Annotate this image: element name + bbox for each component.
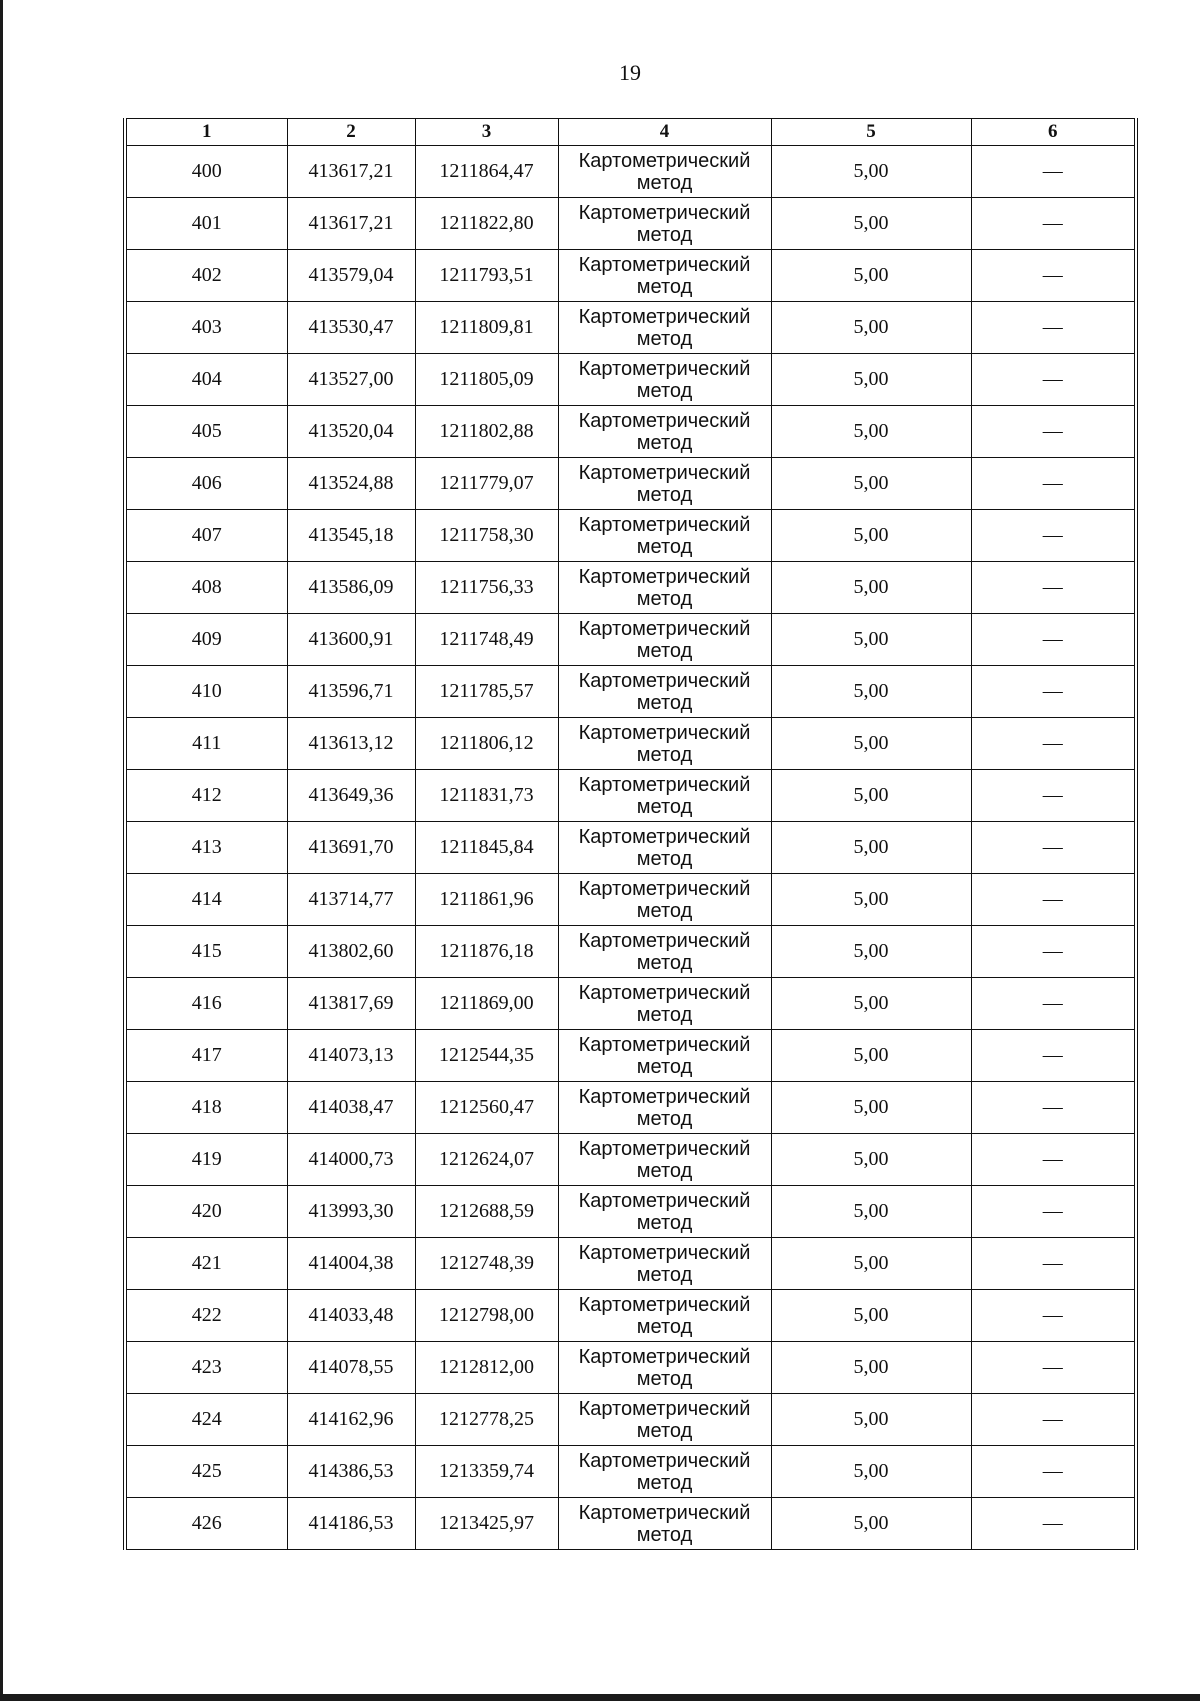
table-row <box>125 562 1136 614</box>
method-text: Картометрический <box>578 1293 751 1316</box>
x-coordinate-cell: 414038,47 <box>287 1082 415 1134</box>
method-cell <box>558 1342 771 1394</box>
table-row <box>125 822 1136 874</box>
y-coordinate-cell: 1211831,73 <box>415 770 558 822</box>
method-text: Картометрический <box>578 1501 751 1524</box>
note-cell: — <box>971 718 1136 770</box>
point-number-cell: 421 <box>125 1238 287 1290</box>
page-number: 19 <box>619 60 641 85</box>
accuracy-cell: 5,00 <box>771 302 971 354</box>
method-cell <box>558 1498 771 1550</box>
point-number-cell: 414 <box>125 874 287 926</box>
method-text: Картометрический <box>578 773 751 796</box>
method-cell <box>558 406 771 458</box>
x-coordinate-cell: 413530,47 <box>287 302 415 354</box>
point-number-cell: 424 <box>125 1394 287 1446</box>
accuracy-cell: 5,00 <box>771 1446 971 1498</box>
y-coordinate-cell: 1211869,00 <box>415 978 558 1030</box>
method-cell <box>558 718 771 770</box>
accuracy-cell: 5,00 <box>771 770 971 822</box>
method-cell <box>558 770 771 822</box>
x-coordinate-cell: 414000,73 <box>287 1134 415 1186</box>
x-coordinate-cell: 414186,53 <box>287 1498 415 1550</box>
accuracy-cell: 5,00 <box>771 1134 971 1186</box>
y-coordinate-cell: 1212624,07 <box>415 1134 558 1186</box>
method-cell <box>558 1394 771 1446</box>
method-text: метод <box>636 691 693 714</box>
y-coordinate-cell: 1211864,47 <box>415 146 558 198</box>
accuracy-cell: 5,00 <box>771 250 971 302</box>
table-row <box>125 718 1136 770</box>
method-cell <box>558 302 771 354</box>
accuracy-cell: 5,00 <box>771 666 971 718</box>
table-row <box>125 926 1136 978</box>
method-text: метод <box>636 795 693 818</box>
table-row <box>125 666 1136 718</box>
method-cell <box>558 1134 771 1186</box>
column-header: 5 <box>771 119 971 146</box>
method-text: Картометрический <box>578 1449 751 1472</box>
table-row <box>125 250 1136 302</box>
y-coordinate-cell: 1211861,96 <box>415 874 558 926</box>
point-number-cell: 417 <box>125 1030 287 1082</box>
method-cell <box>558 614 771 666</box>
x-coordinate-cell: 414078,55 <box>287 1342 415 1394</box>
table-row <box>125 1342 1136 1394</box>
accuracy-cell: 5,00 <box>771 458 971 510</box>
point-number-cell: 409 <box>125 614 287 666</box>
method-text: Картометрический <box>578 409 751 432</box>
x-coordinate-cell: 413817,69 <box>287 978 415 1030</box>
point-number-cell: 410 <box>125 666 287 718</box>
method-text: Картометрический <box>578 929 751 952</box>
note-cell: — <box>971 510 1136 562</box>
accuracy-cell: 5,00 <box>771 354 971 406</box>
accuracy-cell: 5,00 <box>771 718 971 770</box>
accuracy-cell: 5,00 <box>771 978 971 1030</box>
method-cell <box>558 978 771 1030</box>
method-cell <box>558 1082 771 1134</box>
point-number-cell: 406 <box>125 458 287 510</box>
y-coordinate-cell: 1211756,33 <box>415 562 558 614</box>
method-text: Картометрический <box>578 825 751 848</box>
table-row <box>125 1290 1136 1342</box>
y-coordinate-cell: 1212748,39 <box>415 1238 558 1290</box>
method-cell <box>558 822 771 874</box>
method-text: метод <box>636 1367 693 1390</box>
x-coordinate-cell: 413579,04 <box>287 250 415 302</box>
point-number-cell: 412 <box>125 770 287 822</box>
y-coordinate-cell: 1213359,74 <box>415 1446 558 1498</box>
note-cell: — <box>971 1186 1136 1238</box>
y-coordinate-cell: 1211748,49 <box>415 614 558 666</box>
method-text: метод <box>636 535 693 558</box>
method-cell <box>558 1030 771 1082</box>
method-text: Картометрический <box>578 513 751 536</box>
y-coordinate-cell: 1211779,07 <box>415 458 558 510</box>
point-number-cell: 408 <box>125 562 287 614</box>
method-text: Картометрический <box>578 149 751 172</box>
point-number-cell: 401 <box>125 198 287 250</box>
table-row <box>125 770 1136 822</box>
y-coordinate-cell: 1211758,30 <box>415 510 558 562</box>
accuracy-cell: 5,00 <box>771 1290 971 1342</box>
note-cell: — <box>971 562 1136 614</box>
y-coordinate-cell: 1211805,09 <box>415 354 558 406</box>
x-coordinate-cell: 413617,21 <box>287 198 415 250</box>
method-text: метод <box>636 483 693 506</box>
note-cell: — <box>971 874 1136 926</box>
table-row <box>125 458 1136 510</box>
table-row <box>125 1394 1136 1446</box>
note-cell: — <box>971 250 1136 302</box>
point-number-cell: 426 <box>125 1498 287 1550</box>
note-cell: — <box>971 1030 1136 1082</box>
y-coordinate-cell: 1212778,25 <box>415 1394 558 1446</box>
method-text: метод <box>636 847 693 870</box>
method-text: Картометрический <box>578 1345 751 1368</box>
method-text: метод <box>636 1003 693 1026</box>
table-row <box>125 302 1136 354</box>
accuracy-cell: 5,00 <box>771 1498 971 1550</box>
accuracy-cell: 5,00 <box>771 874 971 926</box>
table-body <box>125 146 1136 1550</box>
table-row <box>125 1134 1136 1186</box>
note-cell: — <box>971 666 1136 718</box>
method-text: метод <box>636 1159 693 1182</box>
point-number-cell: 416 <box>125 978 287 1030</box>
y-coordinate-cell: 1211793,51 <box>415 250 558 302</box>
y-coordinate-cell: 1211806,12 <box>415 718 558 770</box>
x-coordinate-cell: 413586,09 <box>287 562 415 614</box>
coordinates-table <box>123 118 1138 1550</box>
note-cell: — <box>971 1134 1136 1186</box>
accuracy-cell: 5,00 <box>771 926 971 978</box>
note-cell: — <box>971 978 1136 1030</box>
method-cell <box>558 562 771 614</box>
point-number-cell: 403 <box>125 302 287 354</box>
point-number-cell: 407 <box>125 510 287 562</box>
point-number-cell: 405 <box>125 406 287 458</box>
method-text: Картометрический <box>578 253 751 276</box>
method-text: метод <box>636 1055 693 1078</box>
method-text: метод <box>636 639 693 662</box>
method-cell <box>558 1238 771 1290</box>
x-coordinate-cell: 413527,00 <box>287 354 415 406</box>
column-header: 4 <box>558 119 771 146</box>
y-coordinate-cell: 1213425,97 <box>415 1498 558 1550</box>
method-text: метод <box>636 951 693 974</box>
note-cell: — <box>971 1238 1136 1290</box>
y-coordinate-cell: 1212798,00 <box>415 1290 558 1342</box>
method-cell <box>558 198 771 250</box>
accuracy-cell: 5,00 <box>771 198 971 250</box>
accuracy-cell: 5,00 <box>771 406 971 458</box>
table-row <box>125 1498 1136 1550</box>
note-cell: — <box>971 1082 1136 1134</box>
x-coordinate-cell: 413617,21 <box>287 146 415 198</box>
method-text: Картометрический <box>578 1085 751 1108</box>
point-number-cell: 402 <box>125 250 287 302</box>
accuracy-cell: 5,00 <box>771 1394 971 1446</box>
method-text: метод <box>636 1263 693 1286</box>
x-coordinate-cell: 414386,53 <box>287 1446 415 1498</box>
y-coordinate-cell: 1211876,18 <box>415 926 558 978</box>
point-number-cell: 404 <box>125 354 287 406</box>
x-coordinate-cell: 414162,96 <box>287 1394 415 1446</box>
table-row <box>125 1030 1136 1082</box>
note-cell: — <box>971 406 1136 458</box>
point-number-cell: 418 <box>125 1082 287 1134</box>
note-cell: — <box>971 614 1136 666</box>
table-row <box>125 1082 1136 1134</box>
table-row <box>125 354 1136 406</box>
table-row <box>125 1238 1136 1290</box>
accuracy-cell: 5,00 <box>771 1238 971 1290</box>
note-cell: — <box>971 1498 1136 1550</box>
point-number-cell: 419 <box>125 1134 287 1186</box>
point-number-cell: 423 <box>125 1342 287 1394</box>
method-text: Картометрический <box>578 565 751 588</box>
y-coordinate-cell: 1212544,35 <box>415 1030 558 1082</box>
table-row <box>125 510 1136 562</box>
note-cell: — <box>971 770 1136 822</box>
x-coordinate-cell: 414004,38 <box>287 1238 415 1290</box>
method-text: метод <box>636 379 693 402</box>
x-coordinate-cell: 413524,88 <box>287 458 415 510</box>
accuracy-cell: 5,00 <box>771 822 971 874</box>
x-coordinate-cell: 413596,71 <box>287 666 415 718</box>
column-header: 2 <box>287 119 415 146</box>
table-row <box>125 978 1136 1030</box>
method-text: метод <box>636 1315 693 1338</box>
x-coordinate-cell: 413649,36 <box>287 770 415 822</box>
accuracy-cell: 5,00 <box>771 614 971 666</box>
note-cell: — <box>971 302 1136 354</box>
table-header-row <box>125 119 1136 146</box>
accuracy-cell: 5,00 <box>771 146 971 198</box>
method-text: Картометрический <box>578 669 751 692</box>
note-cell: — <box>971 1342 1136 1394</box>
scan-edge-left <box>0 0 3 1701</box>
method-text: метод <box>636 223 693 246</box>
accuracy-cell: 5,00 <box>771 1186 971 1238</box>
method-text: метод <box>636 1523 693 1546</box>
method-text: метод <box>636 1107 693 1130</box>
note-cell: — <box>971 198 1136 250</box>
x-coordinate-cell: 413691,70 <box>287 822 415 874</box>
method-text: метод <box>636 275 693 298</box>
table-row <box>125 198 1136 250</box>
method-text: Картометрический <box>578 617 751 640</box>
x-coordinate-cell: 413993,30 <box>287 1186 415 1238</box>
method-text: метод <box>636 1471 693 1494</box>
method-cell <box>558 250 771 302</box>
y-coordinate-cell: 1211809,81 <box>415 302 558 354</box>
method-cell <box>558 874 771 926</box>
note-cell: — <box>971 1446 1136 1498</box>
note-cell: — <box>971 458 1136 510</box>
x-coordinate-cell: 413600,91 <box>287 614 415 666</box>
y-coordinate-cell: 1211822,80 <box>415 198 558 250</box>
method-text: Картометрический <box>578 981 751 1004</box>
method-text: метод <box>636 587 693 610</box>
method-text: метод <box>636 431 693 454</box>
x-coordinate-cell: 413545,18 <box>287 510 415 562</box>
method-text: Картометрический <box>578 1137 751 1160</box>
table-row <box>125 146 1136 198</box>
note-cell: — <box>971 926 1136 978</box>
method-text: Картометрический <box>578 721 751 744</box>
point-number-cell: 420 <box>125 1186 287 1238</box>
method-text: метод <box>636 1419 693 1442</box>
method-cell <box>558 354 771 406</box>
x-coordinate-cell: 413714,77 <box>287 874 415 926</box>
y-coordinate-cell: 1211785,57 <box>415 666 558 718</box>
method-text: метод <box>636 743 693 766</box>
method-text: метод <box>636 171 693 194</box>
method-text: Картометрический <box>578 201 751 224</box>
y-coordinate-cell: 1212560,47 <box>415 1082 558 1134</box>
method-cell <box>558 926 771 978</box>
method-text: Картометрический <box>578 461 751 484</box>
method-cell <box>558 1446 771 1498</box>
accuracy-cell: 5,00 <box>771 510 971 562</box>
method-text: Картометрический <box>578 305 751 328</box>
note-cell: — <box>971 822 1136 874</box>
y-coordinate-cell: 1212812,00 <box>415 1342 558 1394</box>
scan-edge-bottom <box>0 1694 1200 1701</box>
method-cell <box>558 1290 771 1342</box>
point-number-cell: 411 <box>125 718 287 770</box>
method-text: метод <box>636 327 693 350</box>
table-row <box>125 1446 1136 1498</box>
x-coordinate-cell: 414033,48 <box>287 1290 415 1342</box>
method-cell <box>558 1186 771 1238</box>
x-coordinate-cell: 414073,13 <box>287 1030 415 1082</box>
accuracy-cell: 5,00 <box>771 562 971 614</box>
point-number-cell: 400 <box>125 146 287 198</box>
method-cell <box>558 146 771 198</box>
point-number-cell: 413 <box>125 822 287 874</box>
method-text: Картометрический <box>578 1241 751 1264</box>
table-row <box>125 874 1136 926</box>
point-number-cell: 415 <box>125 926 287 978</box>
accuracy-cell: 5,00 <box>771 1030 971 1082</box>
method-text: метод <box>636 899 693 922</box>
column-header: 3 <box>415 119 558 146</box>
column-header: 1 <box>125 119 287 146</box>
method-text: Картометрический <box>578 1397 751 1420</box>
method-text: Картометрический <box>578 877 751 900</box>
column-header: 6 <box>971 119 1136 146</box>
x-coordinate-cell: 413520,04 <box>287 406 415 458</box>
accuracy-cell: 5,00 <box>771 1342 971 1394</box>
note-cell: — <box>971 146 1136 198</box>
y-coordinate-cell: 1212688,59 <box>415 1186 558 1238</box>
note-cell: — <box>971 1290 1136 1342</box>
method-text: метод <box>636 1211 693 1234</box>
method-text: Картометрический <box>578 357 751 380</box>
method-cell <box>558 458 771 510</box>
method-text: Картометрический <box>578 1189 751 1212</box>
table-row <box>125 406 1136 458</box>
note-cell: — <box>971 354 1136 406</box>
table-row <box>125 1186 1136 1238</box>
x-coordinate-cell: 413613,12 <box>287 718 415 770</box>
method-cell <box>558 666 771 718</box>
y-coordinate-cell: 1211802,88 <box>415 406 558 458</box>
method-cell <box>558 510 771 562</box>
point-number-cell: 422 <box>125 1290 287 1342</box>
point-number-cell: 425 <box>125 1446 287 1498</box>
accuracy-cell: 5,00 <box>771 1082 971 1134</box>
x-coordinate-cell: 413802,60 <box>287 926 415 978</box>
note-cell: — <box>971 1394 1136 1446</box>
method-text: Картометрический <box>578 1033 751 1056</box>
table-row <box>125 614 1136 666</box>
y-coordinate-cell: 1211845,84 <box>415 822 558 874</box>
